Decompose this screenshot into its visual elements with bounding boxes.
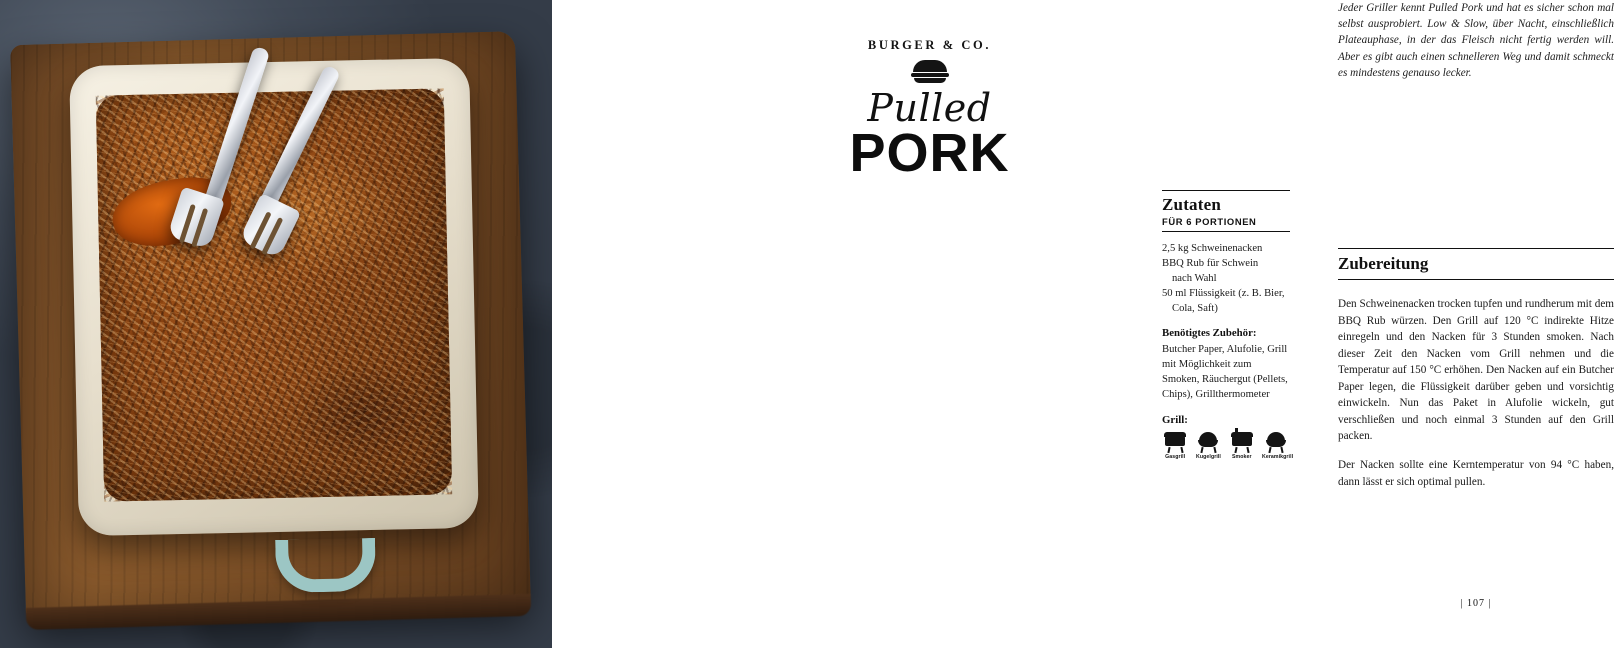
equipment-heading: Benötigtes Zubehör: — [1162, 326, 1257, 339]
grill-option-smoker — [1229, 431, 1255, 460]
smoker-icon — [1229, 431, 1255, 453]
ceramic-grill-legs — [1267, 447, 1285, 453]
intro-paragraph: Jeder Griller kennt Pulled Pork und hat es sicher schon mal selbst ausprobiert. Low & Slow, über Nacht, einschließlich Plateauphase, in der das Fleisch nicht fertig werden will. Aber es gibt auch einen schnelleren Weg und damit schmeckt es mindestens genauso lecker. — [1338, 2, 1614, 79]
recipe-text-page — [552, 0, 1614, 648]
ingredients-bottom-rule — [1162, 231, 1290, 232]
smoker-label: Smoker — [1232, 453, 1252, 460]
page-number: | 107 | — [1460, 598, 1492, 609]
ingredient-item: BBQ Rub für Schwein — [1162, 257, 1259, 269]
kettle-grill-bowl — [1198, 440, 1218, 447]
dish-interior — [96, 88, 452, 501]
burger-bun-top — [913, 60, 947, 72]
pulled-pork-meat — [96, 88, 452, 501]
gas-grill-body — [1165, 436, 1185, 446]
smoker-legs — [1233, 447, 1251, 453]
kettle-grill-legs — [1199, 447, 1217, 453]
grill-option-gas — [1162, 431, 1188, 460]
recipe-photo — [0, 0, 552, 648]
grill-option-kettle — [1195, 431, 1221, 460]
smoker-body — [1232, 436, 1252, 446]
preparation-top-rule — [1338, 248, 1614, 249]
ingredient-item: 2,5 kg Schweinenacken — [1162, 242, 1263, 254]
kettle-grill-icon — [1195, 431, 1221, 453]
series-kicker: BURGER & CO. — [867, 38, 992, 52]
grill-icon-row — [1162, 431, 1294, 460]
ceramic-grill-icon — [1262, 431, 1290, 453]
ingredients-heading: Zutaten — [1162, 195, 1222, 214]
preparation-heading: Zubereitung — [1338, 254, 1429, 273]
burger-icon — [910, 58, 950, 82]
preparation-bottom-rule — [1338, 279, 1614, 280]
ingredients-column — [1162, 190, 1294, 460]
preparation-paragraph: Der Nacken sollte eine Kerntemperatur von 94 °C haben, dann lässt er sich optimal pullen. — [1338, 459, 1614, 488]
burger-patty — [911, 73, 949, 77]
equipment-text: Butcher Paper, Alufolie, Grill mit Möglichkeit zum Smoken, Räuchergut (Pellets, Chips), Grillthermometer — [1162, 343, 1288, 400]
gas-grill-label: Gasgrill — [1165, 453, 1186, 460]
ingredients-top-rule — [1162, 190, 1290, 191]
ceramic-grill-label: Keramikgrill — [1261, 453, 1294, 460]
preparation-paragraph: Den Schweinenacken trocken tupfen und rundherum mit dem BBQ Rub würzen. Den Grill auf 120 °C indirekte Hitze einregeln und den Nacken für 3 Stunden smoken. Nach dieser Zeit den Nacken vom Grill nehmen und die Temperatur auf 150 °C erhöhen. Den Nacken auf ein Butcher Paper legen, die Flüssigkeit darüber geben und vorsichtig einwickeln. Nun das Paket in Alufolie wickeln, gut verschließen und noch einmal 3 Stunden auf den Grill packen. — [1338, 298, 1614, 443]
page-title: PORK — [849, 123, 1010, 183]
ingredients-subheading: FÜR 6 PORTIONEN — [1162, 215, 1257, 227]
grill-option-ceramic — [1261, 431, 1294, 460]
gas-grill-icon — [1162, 431, 1188, 453]
burger-bun-bottom — [914, 78, 946, 83]
ingredient-item: 50 ml Flüssigkeit (z. B. Bier, — [1162, 287, 1285, 299]
ingredients-list — [1162, 241, 1290, 316]
kettle-grill-label: Kugelgrill — [1196, 453, 1221, 460]
ceramic-dish — [69, 58, 479, 536]
recipe-script-title: Pulled — [867, 86, 992, 130]
grill-heading: Grill: — [1162, 413, 1188, 426]
preparation-column — [1338, 248, 1614, 490]
title-block — [767, 38, 1092, 183]
ingredient-item: nach Wahl — [1172, 272, 1217, 284]
gas-grill-legs — [1166, 447, 1184, 453]
ingredient-item: Cola, Saft) — [1172, 302, 1218, 314]
